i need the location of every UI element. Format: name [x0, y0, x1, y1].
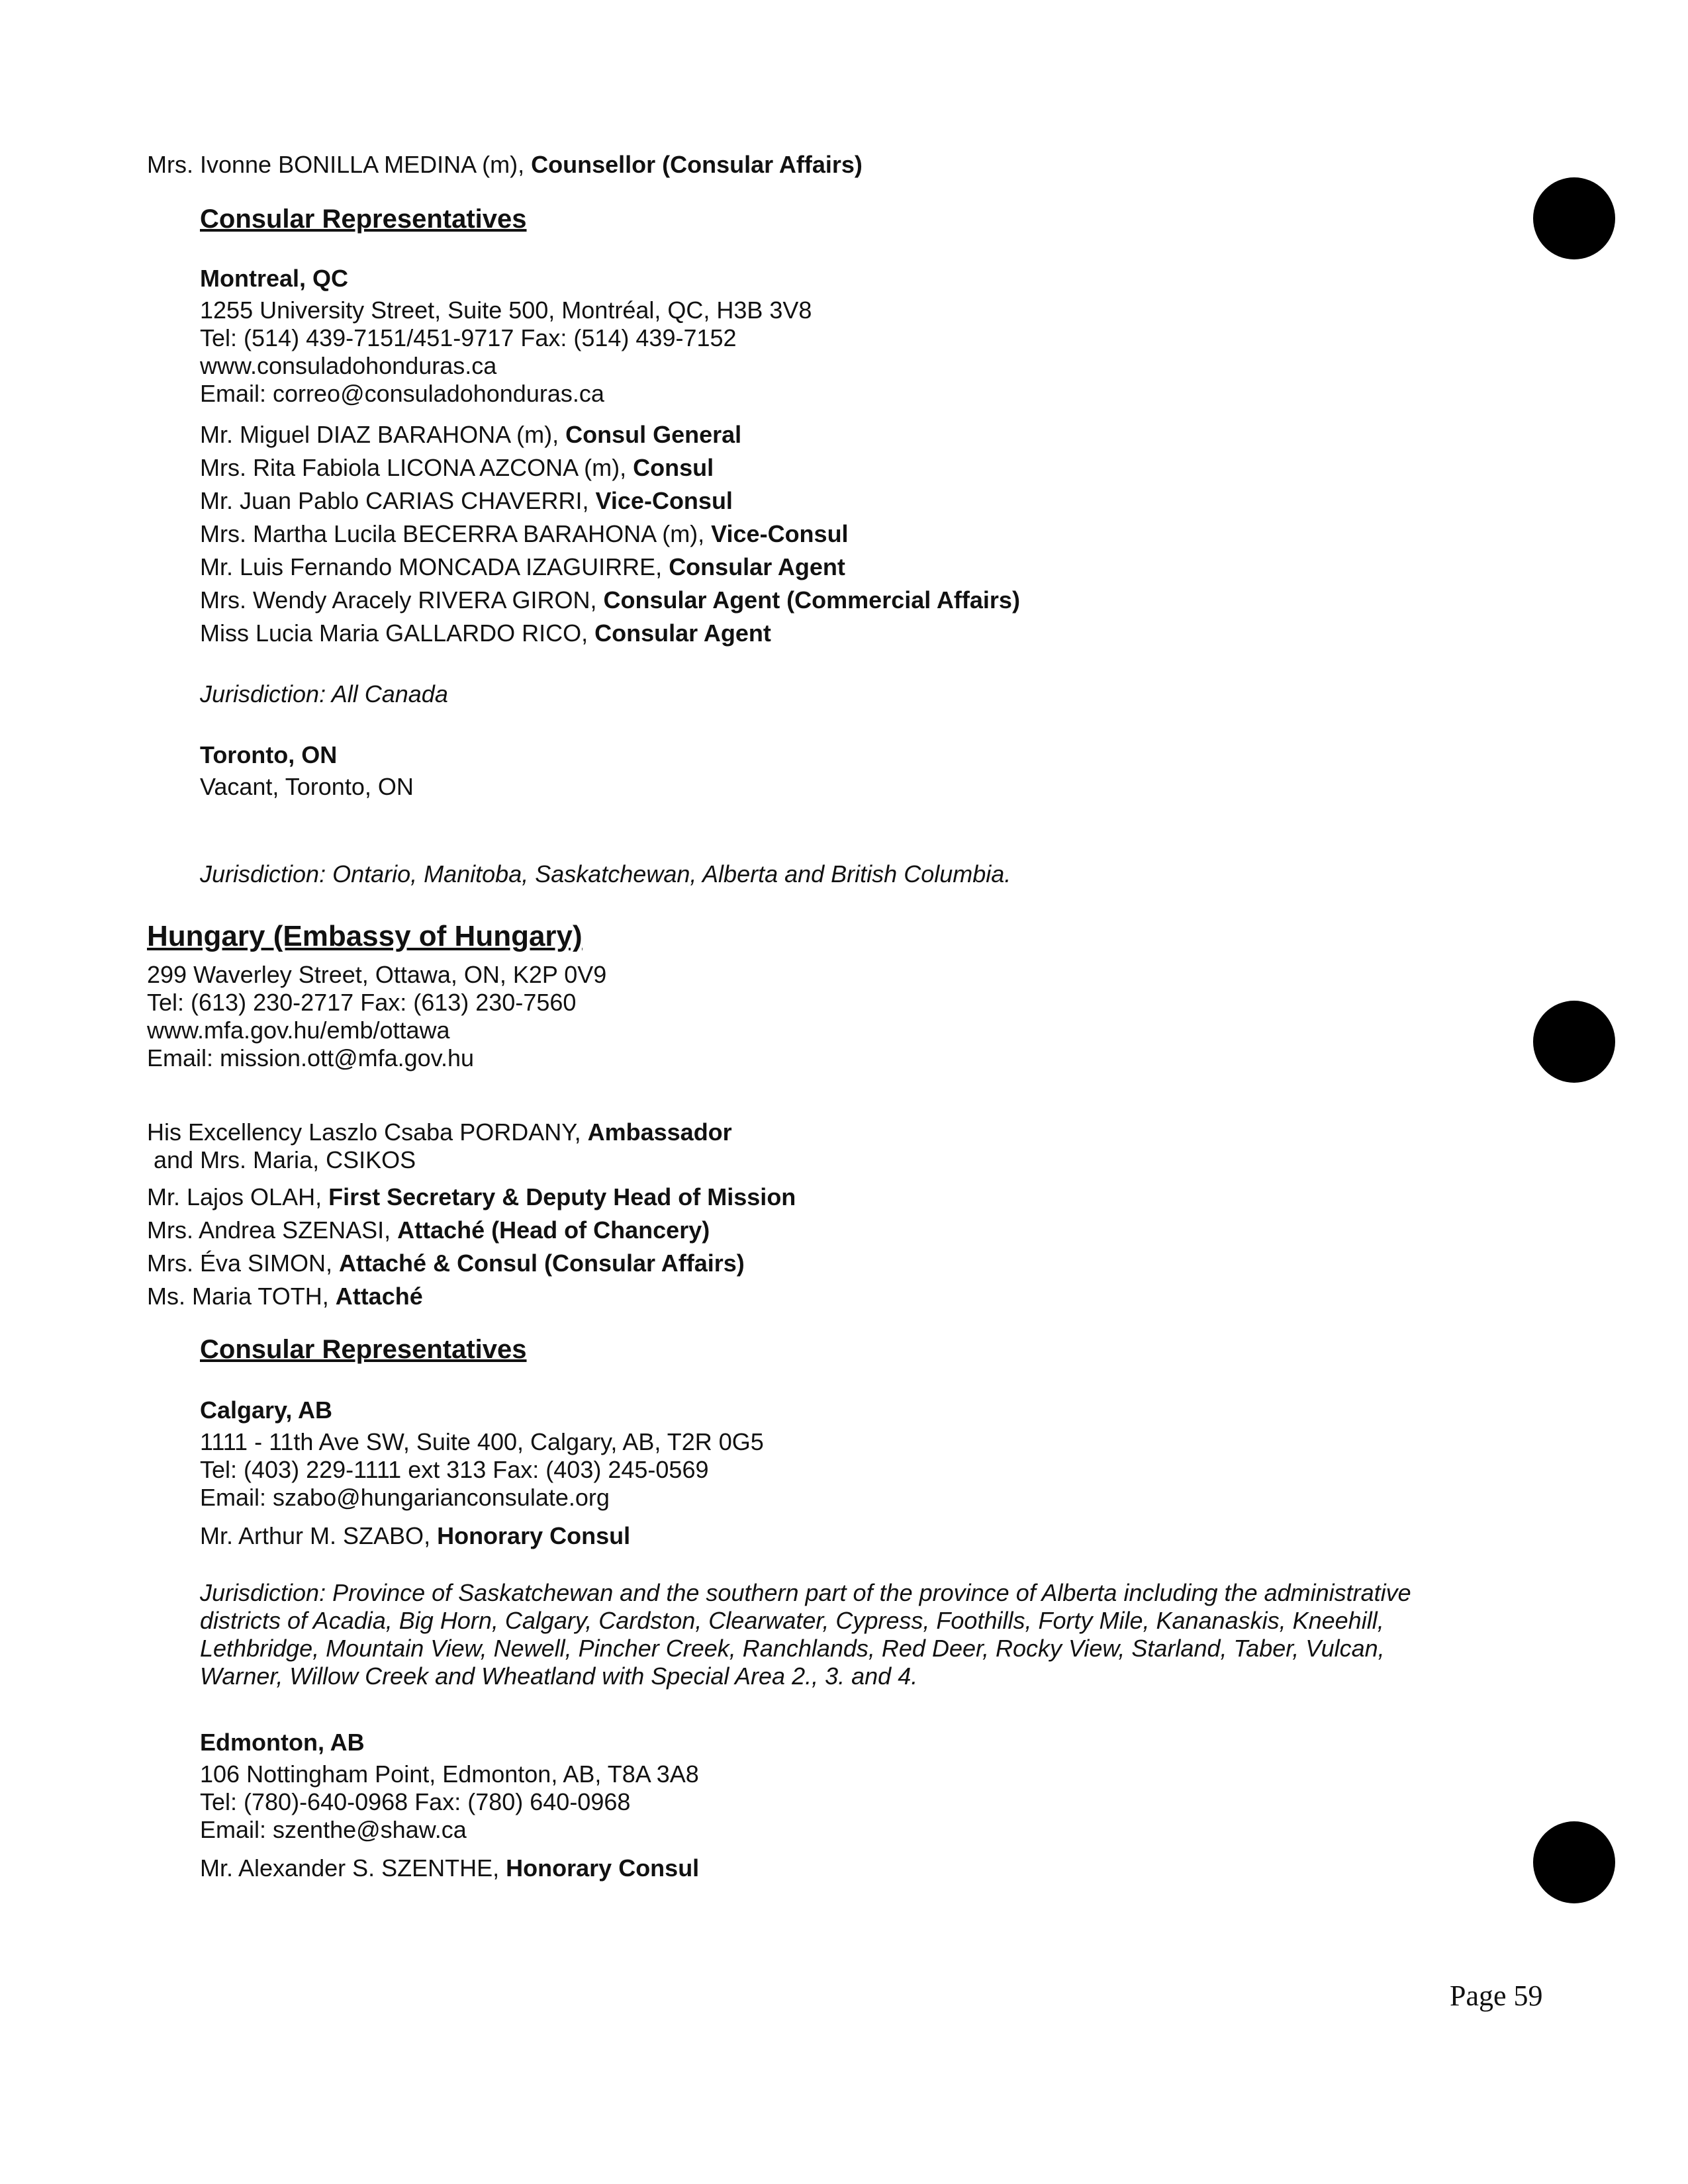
consular-heading: Consular Representatives [200, 1335, 527, 1364]
person-title: Consular Agent (Commercial Affairs) [603, 586, 1020, 614]
person-title: Ambassador [587, 1118, 732, 1146]
person-name: Mrs. Andrea SZENASI, [147, 1216, 398, 1244]
tel-line: Tel: (514) 439-7151/451-9717 Fax: (514) 439-7152 [200, 324, 737, 351]
email-line: Email: mission.ott@mfa.gov.hu [147, 1044, 475, 1071]
email-line: Email: szenthe@shaw.ca [200, 1816, 467, 1843]
person-title: Consul [633, 454, 714, 481]
city-heading-calgary: Calgary, AB [200, 1396, 333, 1424]
person-name: Mrs. Martha Lucila BECERRA BARAHONA (m), [200, 520, 712, 547]
jurisdiction-text: Jurisdiction: Province of Saskatchewan and the southern part of the province of Alberta including the administrative [200, 1579, 1411, 1606]
address-line: 106 Nottingham Point, Edmonton, AB, T8A 3A8 [200, 1760, 699, 1788]
country-heading-hungary: Hungary (Embassy of Hungary) [147, 920, 583, 952]
staff-line [200, 619, 771, 647]
staff-line [200, 586, 1020, 614]
person-title: Vice-Consul [595, 487, 733, 514]
city-heading-toronto: Toronto, ON [200, 741, 338, 768]
person-title: Consul General [565, 421, 742, 448]
person-name: Mrs. Wendy Aracely RIVERA GIRON, [200, 586, 604, 614]
person-name: Mrs. Éva SIMON, [147, 1250, 340, 1277]
staff-line [147, 1283, 423, 1310]
person-title: Consular Agent [669, 553, 845, 580]
city-heading-montreal: Montreal, QC [200, 265, 349, 292]
person-name: Mrs. Ivonne BONILLA MEDINA (m), [147, 151, 532, 178]
person-name: Miss Lucia Maria GALLARDO RICO, [200, 619, 595, 647]
jurisdiction-text: districts of Acadia, Big Horn, Calgary, Cardston, Clearwater, Cypress, Foothills, Forty Mile, Kananaskis, Kneehill, [200, 1607, 1384, 1634]
consul-line [200, 1854, 699, 1882]
person-name: Mrs. Rita Fabiola LICONA AZCONA (m), [200, 454, 633, 481]
city-heading-edmonton: Edmonton, AB [200, 1729, 365, 1756]
jurisdiction-text: Jurisdiction: Ontario, Manitoba, Saskatchewan, Alberta and British Columbia. [200, 860, 1011, 887]
person-name: Mr. Miguel DIAZ BARAHONA (m), [200, 421, 566, 448]
person-title: Attaché & Consul (Consular Affairs) [339, 1250, 745, 1277]
person-name: Mr. Juan Pablo CARIAS CHAVERRI, [200, 487, 596, 514]
staff-line [200, 553, 845, 581]
counsellor-line [147, 151, 863, 179]
person-title: Honorary Consul [437, 1522, 631, 1549]
ambassador-line [147, 1118, 732, 1146]
person-title: Counsellor (Consular Affairs) [531, 151, 863, 178]
jurisdiction-text: Warner, Willow Creek and Wheatland with Special Area 2., 3. and 4. [200, 1662, 918, 1690]
consular-heading: Consular Representatives [200, 205, 527, 234]
punch-hole [1533, 177, 1615, 259]
email-line: Email: szabo@hungarianconsulate.org [200, 1484, 610, 1511]
address-line: 1255 University Street, Suite 500, Montréal, QC, H3B 3V8 [200, 296, 812, 324]
tel-line: Tel: (780)-640-0968 Fax: (780) 640-0968 [200, 1788, 631, 1815]
jurisdiction-text: Jurisdiction: All Canada [200, 680, 448, 707]
staff-line [147, 1183, 796, 1211]
person-name: Mr. Luis Fernando MONCADA IZAGUIRRE, [200, 553, 669, 580]
staff-line [200, 487, 733, 515]
staff-line [147, 1250, 745, 1277]
person-title: Consular Agent [594, 619, 771, 647]
staff-line [147, 1216, 710, 1244]
person-title: Attaché (Head of Chancery) [397, 1216, 710, 1244]
punch-hole [1533, 1001, 1615, 1083]
ambassador-spouse: and Mrs. Maria, CSIKOS [147, 1146, 416, 1173]
address-line: 299 Waverley Street, Ottawa, ON, K2P 0V9 [147, 961, 607, 988]
person-title: Honorary Consul [506, 1854, 700, 1882]
tel-line: Tel: (613) 230-2717 Fax: (613) 230-7560 [147, 989, 577, 1016]
email-line: Email: correo@consuladohonduras.ca [200, 380, 604, 407]
person-name: Mr. Alexander S. SZENTHE, [200, 1854, 506, 1882]
person-name: Ms. Maria TOTH, [147, 1283, 336, 1310]
punch-hole [1533, 1821, 1615, 1903]
person-name: Mr. Arthur M. SZABO, [200, 1522, 438, 1549]
person-title: Attaché [335, 1283, 423, 1310]
jurisdiction-text: Lethbridge, Mountain View, Newell, Pincher Creek, Ranchlands, Red Deer, Rocky View, Starland, Taber, Vulcan, [200, 1635, 1385, 1662]
staff-line [200, 421, 741, 449]
website-line: www.mfa.gov.hu/emb/ottawa [147, 1017, 450, 1044]
person-name: Mr. Lajos OLAH, [147, 1183, 329, 1210]
consul-line [200, 1522, 630, 1550]
website-line: www.consuladohonduras.ca [200, 352, 497, 379]
page-number: Page 59 [1450, 1979, 1543, 2012]
tel-line: Tel: (403) 229-1111 ext 313 Fax: (403) 245-0569 [200, 1456, 709, 1483]
person-title: First Secretary & Deputy Head of Mission [328, 1183, 796, 1210]
person-title: Vice-Consul [711, 520, 849, 547]
staff-line [200, 454, 714, 482]
person-name: His Excellency Laszlo Csaba PORDANY, [147, 1118, 588, 1146]
address-line: Vacant, Toronto, ON [200, 773, 414, 800]
address-line: 1111 - 11th Ave SW, Suite 400, Calgary, AB, T2R 0G5 [200, 1428, 764, 1455]
staff-line [200, 520, 849, 548]
